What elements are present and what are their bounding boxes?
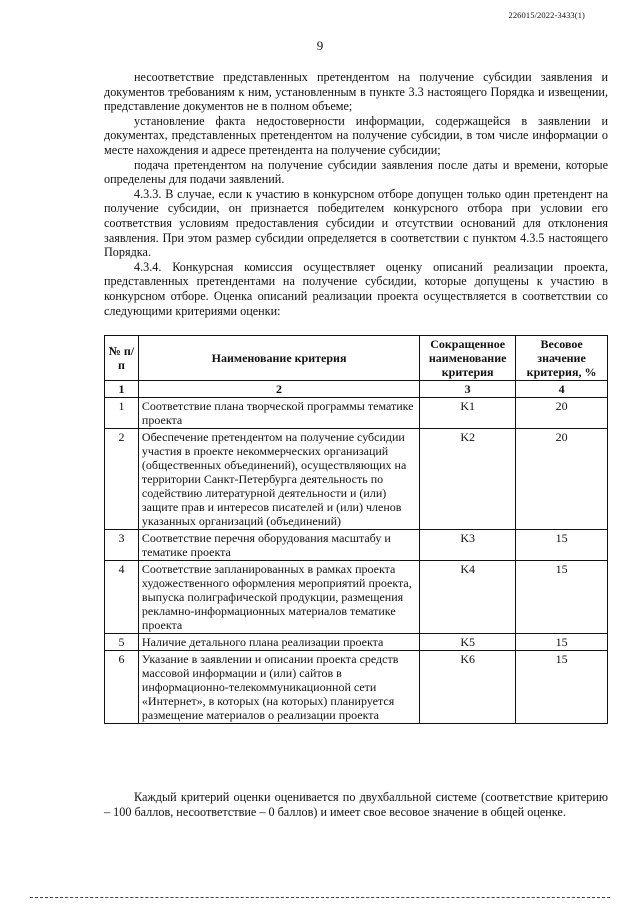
criteria-table — [104, 335, 608, 724]
paragraph: установление факта недостоверности информации, содержащейся в заявлении и документах, представленных претендентом на получение субсидии, в том числе информации о месте нахождения и адресе претендента на получение субсидии; — [104, 113, 608, 157]
row-code: K1 — [420, 398, 516, 429]
table-row — [105, 634, 608, 651]
table-row — [105, 651, 608, 724]
row-num: 5 — [105, 634, 139, 651]
row-name: Обеспечение претендентом на получение субсидии участия в проекте некоммерческих организаций (общественных объединений), осуществляющих на территории Санкт-Петербурга деятельность по содействию литературной деятельности и (или) защите прав и интересов писателей и (или) членов указанных организаций (объединений) — [138, 429, 419, 530]
row-num: 1 — [105, 398, 139, 429]
row-code: K3 — [420, 530, 516, 561]
row-name: Соответствие запланированных в рамках проекта художественного оформления мероприятий проекта, выпуска полиграфической продукции, размещения рекламно-информационных материалов тематике проекта — [138, 561, 419, 634]
row-name: Соответствие плана творческой программы тематике проекта — [138, 398, 419, 429]
paragraph: 4.3.4. Конкурсная комиссия осуществляет оценку описаний реализации проекта, представленных претендентами на получение субсидии, которые допущены к участию в конкурсном отборе. Оценка описаний реализации проекта осуществляется в соответствии со следующими критериями оценки: — [104, 259, 608, 318]
document-number: 226015/2022-3433(1) — [508, 10, 585, 20]
row-name: Наличие детального плана реализации проекта — [138, 634, 419, 651]
row-weight: 15 — [516, 561, 608, 634]
header-weight: Весовое значение критерия, % — [516, 336, 608, 381]
column-number: 3 — [420, 381, 516, 398]
row-name: Указание в заявлении и описании проекта средств массовой информации и (или) сайтов в информационно-телекоммуникационной сети «Интернет», в которых (на которых) планируется размещение материалов о реализации проекта — [138, 651, 419, 724]
table-row — [105, 561, 608, 634]
row-code: K2 — [420, 429, 516, 530]
header-num: № п/п — [105, 336, 139, 381]
paragraph: несоответствие представленных претендентом на получение субсидии заявления и документов требованиям к ним, установленным в пункте 3.3 настоящего Порядка и извещении, представление документов не в полном объеме; — [104, 70, 608, 114]
row-code: K4 — [420, 561, 516, 634]
column-number: 1 — [105, 381, 139, 398]
table-row — [105, 429, 608, 530]
column-number-row — [105, 381, 608, 398]
row-weight: 20 — [516, 429, 608, 530]
page-bottom-divider — [30, 897, 610, 898]
row-weight: 15 — [516, 530, 608, 561]
row-num: 2 — [105, 429, 139, 530]
table-row — [105, 530, 608, 561]
header-name: Наименование критерия — [138, 336, 419, 381]
paragraph: подача претендентом на получение субсидии заявления после даты и времени, которые определены для подачи заявлений. — [104, 157, 608, 187]
row-weight: 20 — [516, 398, 608, 429]
row-num: 4 — [105, 561, 139, 634]
row-code: K5 — [420, 634, 516, 651]
column-number: 2 — [138, 381, 419, 398]
paragraph: 4.3.3. В случае, если к участию в конкурсном отборе допущен только один претендент на получение субсидии, он признается победителем конкурсного отбора при условии его соответствия условиям предоставления субсидии и отсутствии оснований для отклонения заявления. При этом размер субсидии определяется в соответствии с пунктом 4.3.5 настоящего Порядка. — [104, 186, 608, 260]
final-paragraph: Каждый критерий оценки оценивается по двухбалльной системе (соответствие критерию – 100 баллов, несоответствие – 0 баллов) и имеет свое весовое значение в общей оценке. — [104, 790, 608, 819]
row-weight: 15 — [516, 651, 608, 724]
row-name: Соответствие перечня оборудования масштабу и тематике проекта — [138, 530, 419, 561]
row-code: K6 — [420, 651, 516, 724]
header-code: Сокращенное наименование критерия — [420, 336, 516, 381]
column-number: 4 — [516, 381, 608, 398]
body-text — [104, 70, 608, 318]
row-num: 6 — [105, 651, 139, 724]
row-num: 3 — [105, 530, 139, 561]
row-weight: 15 — [516, 634, 608, 651]
page-number: 9 — [316, 38, 324, 53]
table-row — [105, 398, 608, 429]
table-header-row — [105, 336, 608, 381]
